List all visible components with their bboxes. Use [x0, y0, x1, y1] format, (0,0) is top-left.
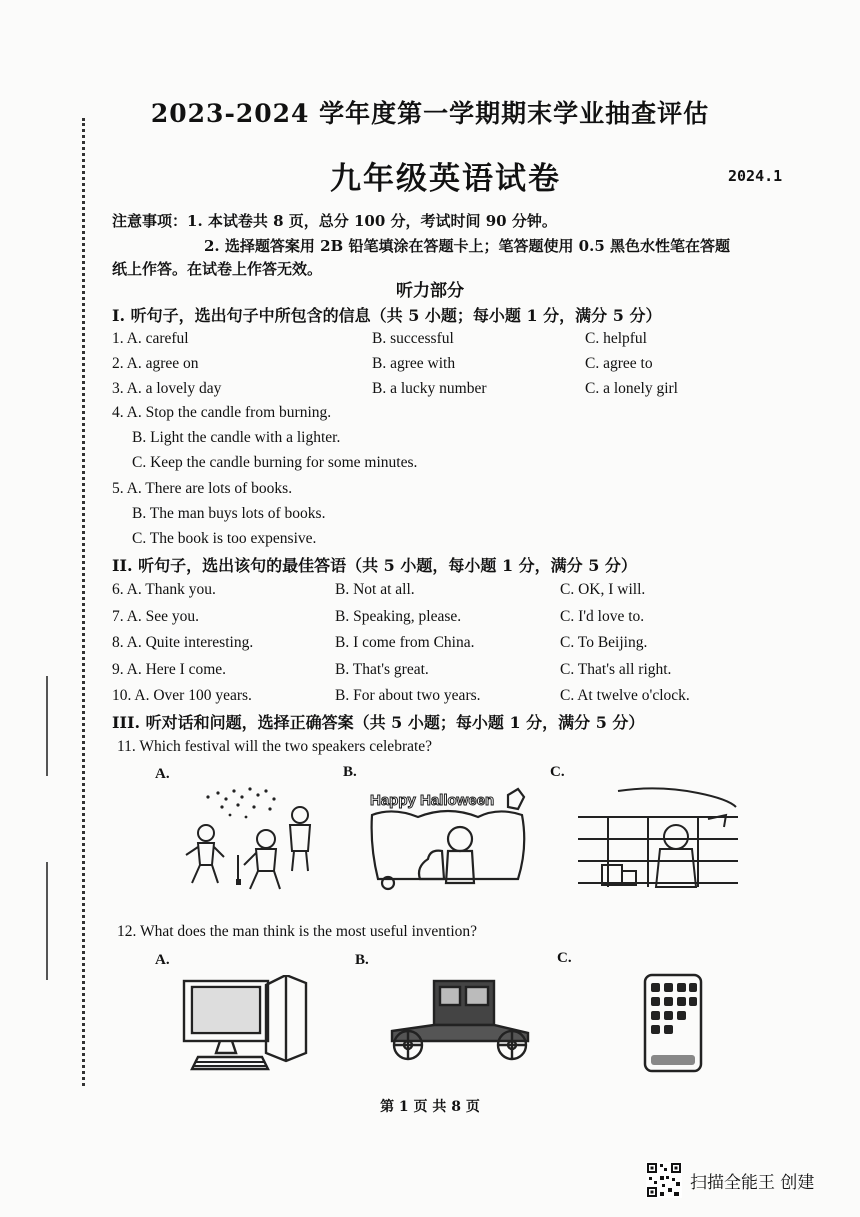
q1-option-c: C. helpful: [585, 330, 647, 347]
q5-option-b: B. The man buys lots of books.: [132, 505, 326, 522]
q7-option-b: B. Speaking, please.: [335, 608, 462, 625]
q11-label-a: A.: [155, 766, 170, 782]
notes-line-1: 注意事项：1. 本试卷共 8 页，总分 100 分，考试时间 90 分钟。: [112, 212, 557, 230]
q11-label-c: C.: [550, 764, 565, 780]
q8-option-b: B. I come from China.: [335, 634, 475, 651]
page-footer: 第 1 页 共 8 页: [380, 1099, 480, 1115]
q2-option-a: 2. A. agree on: [112, 355, 199, 372]
exam-title: 2023-2024 学年度第一学期期末学业抽查评估: [150, 99, 710, 128]
part1-heading: I. 听句子，选出句子中所包含的信息（共 5 小题；每小题 1 分，满分 5 分）: [112, 306, 662, 325]
qr-code-icon: [646, 1162, 682, 1198]
exam-subtitle: 九年级英语试卷: [330, 161, 561, 197]
q9-option-a: 9. A. Here I come.: [112, 661, 227, 678]
q4-option-b: B. Light the candle with a lighter.: [132, 429, 341, 446]
q7-option-a: 7. A. See you.: [112, 608, 199, 625]
q6-option-b: B. Not at all.: [335, 581, 415, 598]
notes-line-2: 2. 选择题答案用 2B 铅笔填涂在答题卡上；笔答题使用 0.5 黑色水性笔在答题: [204, 237, 730, 255]
margin-mark: [46, 862, 48, 980]
q8-option-c: C. To Beijing.: [560, 634, 648, 651]
q7-option-c: C. I'd love to.: [560, 608, 645, 625]
q10-option-c: C. At twelve o'clock.: [560, 687, 690, 704]
q12-label-a: A.: [155, 952, 170, 968]
q5-option-a: 5. A. There are lots of books.: [112, 480, 293, 497]
scanner-text: 扫描全能王 创建: [690, 1172, 815, 1193]
fireworks-children-picture: [178, 785, 328, 895]
q12-question: 12. What does the man think is the most useful invention?: [117, 923, 478, 940]
section-title: 听力部分: [396, 281, 464, 301]
smartphone-picture: [643, 973, 703, 1073]
q3-option-c: C. a lonely girl: [585, 380, 678, 397]
q9-option-c: C. That's all right.: [560, 661, 672, 678]
q12-label-c: C.: [557, 950, 572, 966]
q1-option-a: 1. A. careful: [112, 330, 189, 347]
q12-label-b: B.: [355, 952, 369, 968]
q11-question: 11. Which festival will the two speakers celebrate?: [117, 738, 433, 755]
q4-option-a: 4. A. Stop the candle from burning.: [112, 404, 332, 421]
christmas-picture: [578, 787, 738, 895]
halloween-banner-text: Happy Halloween: [370, 792, 495, 809]
q10-option-a: 10. A. Over 100 years.: [112, 687, 252, 704]
exam-date: 2024.1: [728, 167, 783, 185]
q9-option-b: B. That's great.: [335, 661, 429, 678]
part3-heading: III. 听对话和问题，选择正确答案（共 5 小题；每小题 1 分，满分 5 分）: [112, 713, 645, 732]
computer-picture: [180, 975, 312, 1073]
q4-option-c: C. Keep the candle burning for some minutes.: [132, 454, 418, 471]
part2-heading: II. 听句子，选出该句的最佳答语（共 5 小题，每小题 1 分，满分 5 分）: [112, 556, 637, 575]
margin-mark: [46, 676, 48, 776]
binding-dotted-line: [82, 118, 85, 1086]
notes-line-3: 纸上作答。在试卷上作答无效。: [112, 260, 323, 278]
q3-option-a: 3. A. a lovely day: [112, 380, 222, 397]
q11-label-b: B.: [343, 764, 357, 780]
halloween-picture: [368, 787, 533, 895]
q1-option-b: B. successful: [372, 330, 454, 347]
q2-option-b: B. agree with: [372, 355, 456, 372]
q6-option-c: C. OK, I will.: [560, 581, 646, 598]
q10-option-b: B. For about two years.: [335, 687, 481, 704]
q5-option-c: C. The book is too expensive.: [132, 530, 317, 547]
q3-option-b: B. a lucky number: [372, 380, 487, 397]
q6-option-a: 6. A. Thank you.: [112, 581, 216, 598]
scanner-watermark: [646, 1162, 814, 1198]
car-picture: [384, 975, 536, 1067]
q2-option-c: C. agree to: [585, 355, 653, 372]
q8-option-a: 8. A. Quite interesting.: [112, 634, 254, 651]
